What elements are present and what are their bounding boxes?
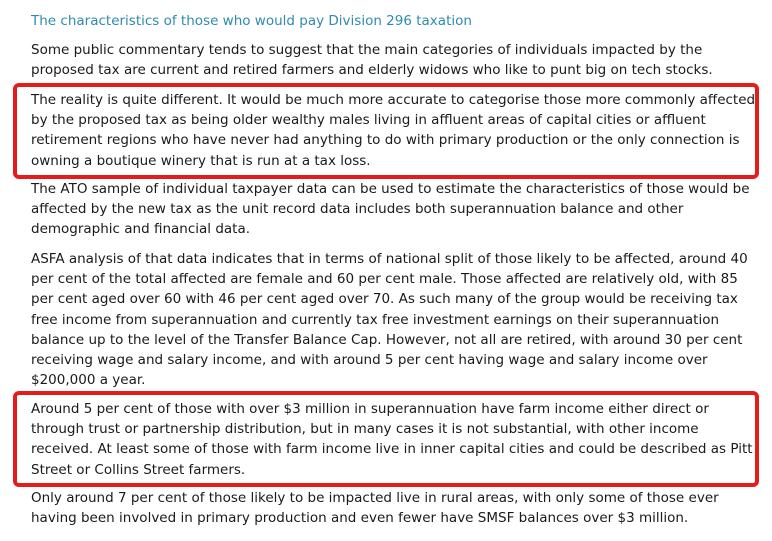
text-line: per cent aged over 60 with 46 per cent aged over 70. As such many of the group would be receiving tax: [31, 291, 738, 308]
text-line: demographic and financial data.: [31, 221, 251, 238]
text-line: Around 5 per cent of those with over $3 million in superannuation have farm income either direct or: [31, 401, 709, 417]
paragraph-farm-income: [31, 399, 759, 480]
paragraph-rural-areas: [31, 488, 759, 528]
text-line: receiving wage and salary income, and with around 5 per cent having wage and salary income over: [31, 352, 708, 369]
text-line: The reality is quite different. It would be much more accurate to categorise those more commonly affected: [31, 92, 756, 108]
text-line: The ATO sample of individual taxpayer data can be used to estimate the characteristics of those would be: [31, 181, 750, 197]
paragraph-public-commentary: [31, 40, 759, 80]
text-line: Street or Collins Street farmers.: [31, 461, 246, 478]
text-line: through trust or partnership distribution, but in many cases it is not substantial, with other income: [31, 421, 699, 438]
text-line: affected by the new tax as the unit record data includes both superannuation balance and other: [31, 201, 684, 218]
text-line: Only around 7 per cent of those likely to be impacted live in rural areas, with only some of those ever: [31, 490, 719, 506]
text-line: owning a boutique winery that is run at a tax loss.: [31, 152, 371, 169]
text-line: balance up to the level of the Transfer Balance Cap. However, not all are retired, with around 30 per cent: [31, 331, 743, 348]
text-line: retirement regions who have never had anything to do with primary production or the only connection is: [31, 132, 740, 149]
text-line: ASFA analysis of that data indicates that in terms of national split of those likely to be affected, around 40: [31, 251, 748, 267]
text-line: free income from superannuation and currently tax free investment earnings on their superannuation: [31, 311, 720, 328]
text-line: having been involved in primary production and even fewer have SMSF balances over $3 million.: [31, 510, 689, 527]
text-line: proposed tax are current and retired farmers and elderly widows who like to punt big on tech stocks.: [31, 62, 713, 79]
text-line: $200,000 a year.: [31, 372, 146, 389]
paragraph-reality: [31, 90, 759, 171]
text-line: Some public commentary tends to suggest that the main categories of individuals impacted by the: [31, 42, 703, 58]
text-line: by the proposed tax as being older wealthy males living in affluent areas of capital cities or affluent: [31, 112, 706, 129]
section-heading: The characteristics of those who would pay Division 296 taxation: [31, 13, 472, 29]
text-line: received. At least some of those with farm income live in inner capital cities and could be described as Pitt: [31, 441, 753, 458]
paragraph-ato-sample: [31, 179, 759, 240]
paragraph-asfa-analysis: [31, 249, 759, 390]
text-line: per cent of the total affected are female and 60 per cent male. Those affected are relatively old, with 85: [31, 271, 738, 288]
